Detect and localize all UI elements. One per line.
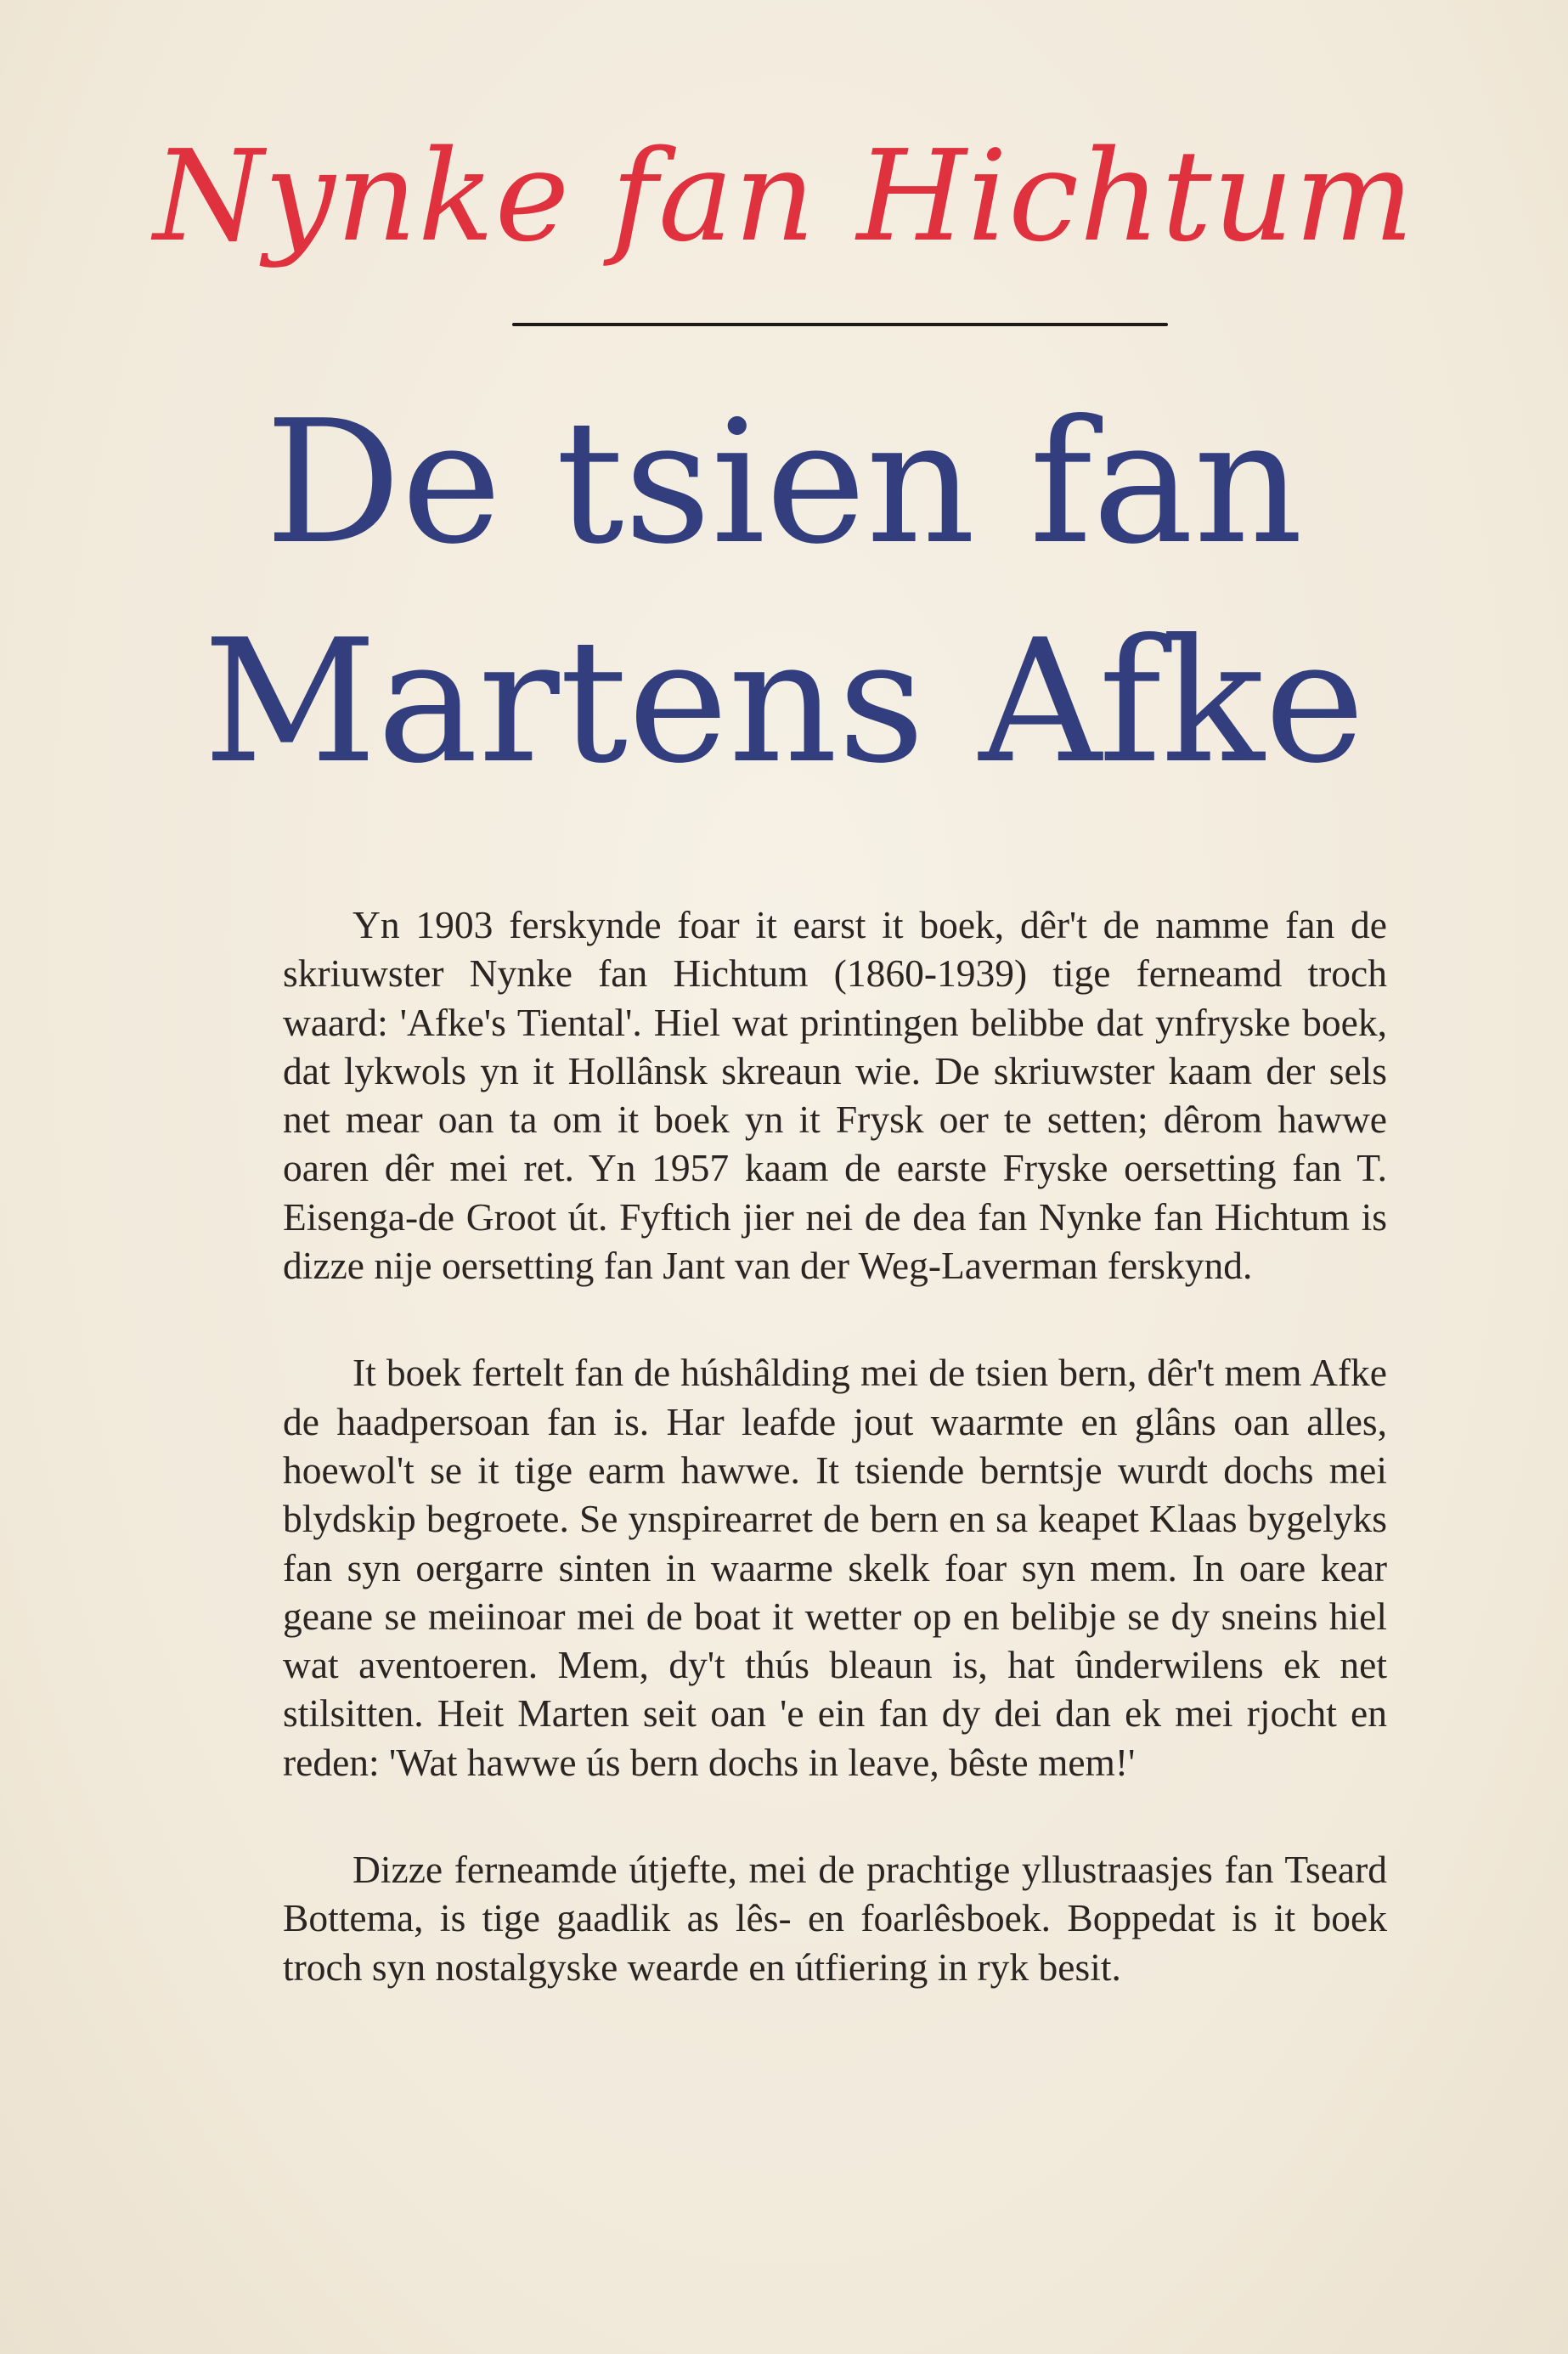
blurb-paragraph-1: Yn 1903 ferskynde foar it earst it boek, dêr't de namme fan de skriuwster Nynke fan Hichtum (1860-1939) tige ferneamd troch waard: 'Afke's Tiental'. Hiel wat printingen belibbe dat ynfryske boek, dat lykwols yn it Hollânsk skreaun wie. De skriuwster kaam der sels net mear oan ta om it boek yn it Frysk oer te setten; dêrom hawwe oaren dêr mei ret. Yn 1957 kaam de earste Fryske oersetting fan T. Eisenga-de Groot út. Fyftich jier nei de dea fan Nynke fan Hichtum is dizze nije oersetting fan Jant van der Weg-Laverman ferskynd. xyxy=(283,903,1387,1288)
divider-rule xyxy=(512,323,1168,326)
author-name: Nynke fan Hichtum xyxy=(153,123,1415,269)
blurb-paragraph-2: It boek fertelt fan de húshâlding mei de tsien bern, dêr't mem Afke de haadpersoan fan is. Har leafde jout waarmte en glâns oan alles, hoewol't se it tige earm hawwe. It tsiende berntsje wurdt dochs mei blydskip begroete. Se ynspirearret de bern en sa keapet Klaas bygelyks fan syn oergarre sinten in waarme skelk foar syn mem. In oare kear geane se meiinoar mei de boat it wetter op en belibje se dy sneins hiel wat aventoeren. Mem, dy't thús bleaun is, hat ûnderwilens ek net stilsitten. Heit Marten seit oan 'e ein fan dy dei dan ek mei rjocht en reden: 'Wat hawwe ús bern dochs in leave, bêste mem!' xyxy=(283,1351,1387,1784)
blurb-paragraph-3: Dizze ferneamde útjefte, mei de prachtige yllustraasjes fan Tseard Bottema, is tige gaadlik as lês- en foarlêsboek. Boppedat is it boek troch syn nostalgyske wearde en útfiering in ryk besit. xyxy=(283,1848,1387,1989)
book-title xyxy=(0,374,1568,812)
book-title-line-2: Martens Afke xyxy=(203,603,1365,801)
book-title-line-1: De tsien fan xyxy=(264,384,1304,582)
blurb-text xyxy=(283,900,1387,2050)
